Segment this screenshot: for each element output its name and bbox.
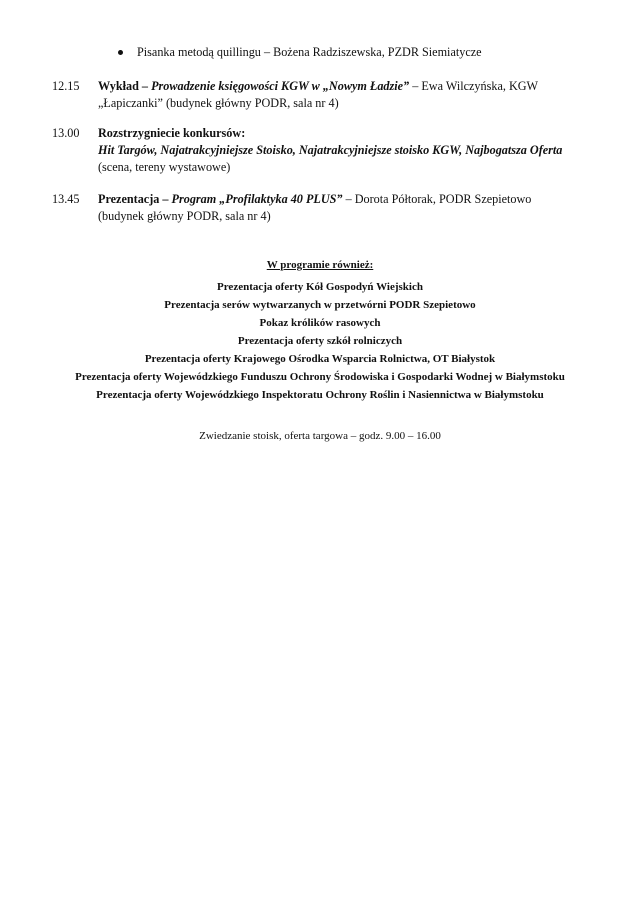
list-item: Prezentacja oferty szkół rolniczych xyxy=(237,335,403,347)
schedule-description xyxy=(98,125,588,176)
schedule-speaker: – Ewa Wilczyńska, KGW xyxy=(409,79,539,93)
schedule-label: Wykład – xyxy=(98,79,149,93)
section-heading: W programie również: xyxy=(266,259,374,271)
schedule-description xyxy=(98,191,588,225)
schedule-label: Prezentacja – xyxy=(98,192,169,206)
visiting-hours: Zwiedzanie stoisk, oferta targowa – godz. 9.00 – 16.00 xyxy=(199,430,441,442)
schedule-label: Rozstrzygniecie konkursów: xyxy=(98,126,246,140)
also-in-program-section xyxy=(0,256,640,404)
bullet-item-text: Pisanka metodą quillingu – Bożena Radziszewska, PZDR Siemiatycze xyxy=(137,45,482,59)
list-item: Prezentacja oferty Kół Gospodyń Wiejskich xyxy=(217,281,423,293)
schedule-location: (budynek główny PODR, sala nr 4) xyxy=(98,209,271,223)
bullet-list-item xyxy=(118,44,482,61)
list-item: Pokaz królików rasowych xyxy=(259,317,381,329)
contest-categories: Hit Targów, Najatrakcyjniejsze Stoisko, Najatrakcyjniejsze stoisko KGW, Najbogatsza Oferta xyxy=(98,143,563,157)
list-item: Prezentacja oferty Wojewódzkiego Inspektoratu Ochrony Roślin i Nasiennictwa w Białymstoku xyxy=(96,389,544,401)
schedule-time: 13.45 xyxy=(52,192,80,206)
list-item: Prezentacja serów wytwarzanych w przetwórni PODR Szepietowo xyxy=(164,299,476,311)
also-in-program-list xyxy=(0,278,640,404)
schedule-location: (scena, tereny wystawowe) xyxy=(98,160,231,174)
schedule-time: 13.00 xyxy=(52,126,80,140)
schedule-time: 12.15 xyxy=(52,79,80,93)
bullet-icon xyxy=(118,50,123,55)
list-item: Prezentacja oferty Wojewódzkiego Funduszu Ochrony Środowiska i Gospodarki Wodnej w Białymstoku xyxy=(75,371,565,383)
schedule-title: Program „Profilaktyka 40 PLUS” xyxy=(171,192,343,206)
list-item: Prezentacja oferty Krajowego Ośrodka Wsparcia Rolnictwa, OT Białystok xyxy=(144,353,496,365)
schedule-speaker: – Dorota Półtorak, PODR Szepietowo xyxy=(342,192,532,206)
schedule-location: „Łapiczanki” (budynek główny PODR, sala nr 4) xyxy=(98,96,339,110)
schedule-description xyxy=(98,78,588,112)
schedule-title: Prowadzenie księgowości KGW w „Nowym Ładzie” xyxy=(151,79,410,93)
